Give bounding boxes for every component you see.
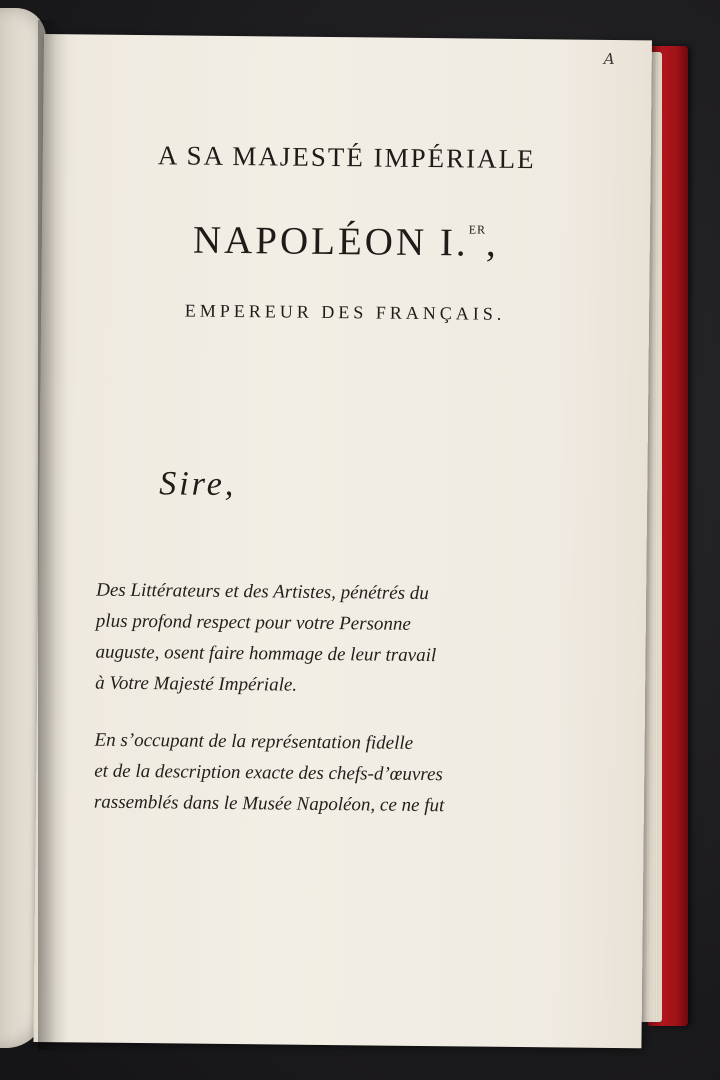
dedication-name-text: NAPOLÉON I.	[192, 218, 469, 265]
paragraph-line: Des Littérateurs et des Artistes, pénétrés du	[96, 579, 429, 605]
dedication-name-suffix: ER	[468, 222, 487, 237]
gutter-shadow	[38, 20, 68, 1050]
dedication-line: A SA MAJESTÉ IMPÉRIALE	[157, 140, 536, 175]
paragraph-1	[95, 575, 552, 704]
paragraph-line: et de la description exacte des chefs-d’œuvres	[94, 760, 443, 786]
dedication-name-comma: ,	[485, 221, 499, 265]
paragraph-line: plus profond respect pour votre Personne	[95, 610, 411, 635]
paragraph-line: à Votre Majesté Impériale.	[95, 672, 298, 696]
paragraph-line: auguste, osent faire hommage de leur travail	[95, 641, 437, 667]
signature-mark: A	[603, 49, 615, 68]
paragraph-2	[94, 725, 551, 823]
dedication-name	[42, 216, 650, 267]
title-page	[33, 34, 652, 1048]
paragraph-line: rassemblés dans le Musée Napoléon, ce ne fut	[93, 791, 445, 817]
salutation: Sire,	[159, 465, 237, 504]
paragraph-line: En s’occupant de la représentation fidelle	[94, 729, 414, 754]
dedication-title: EMPEREUR DES FRANÇAIS.	[184, 300, 506, 324]
